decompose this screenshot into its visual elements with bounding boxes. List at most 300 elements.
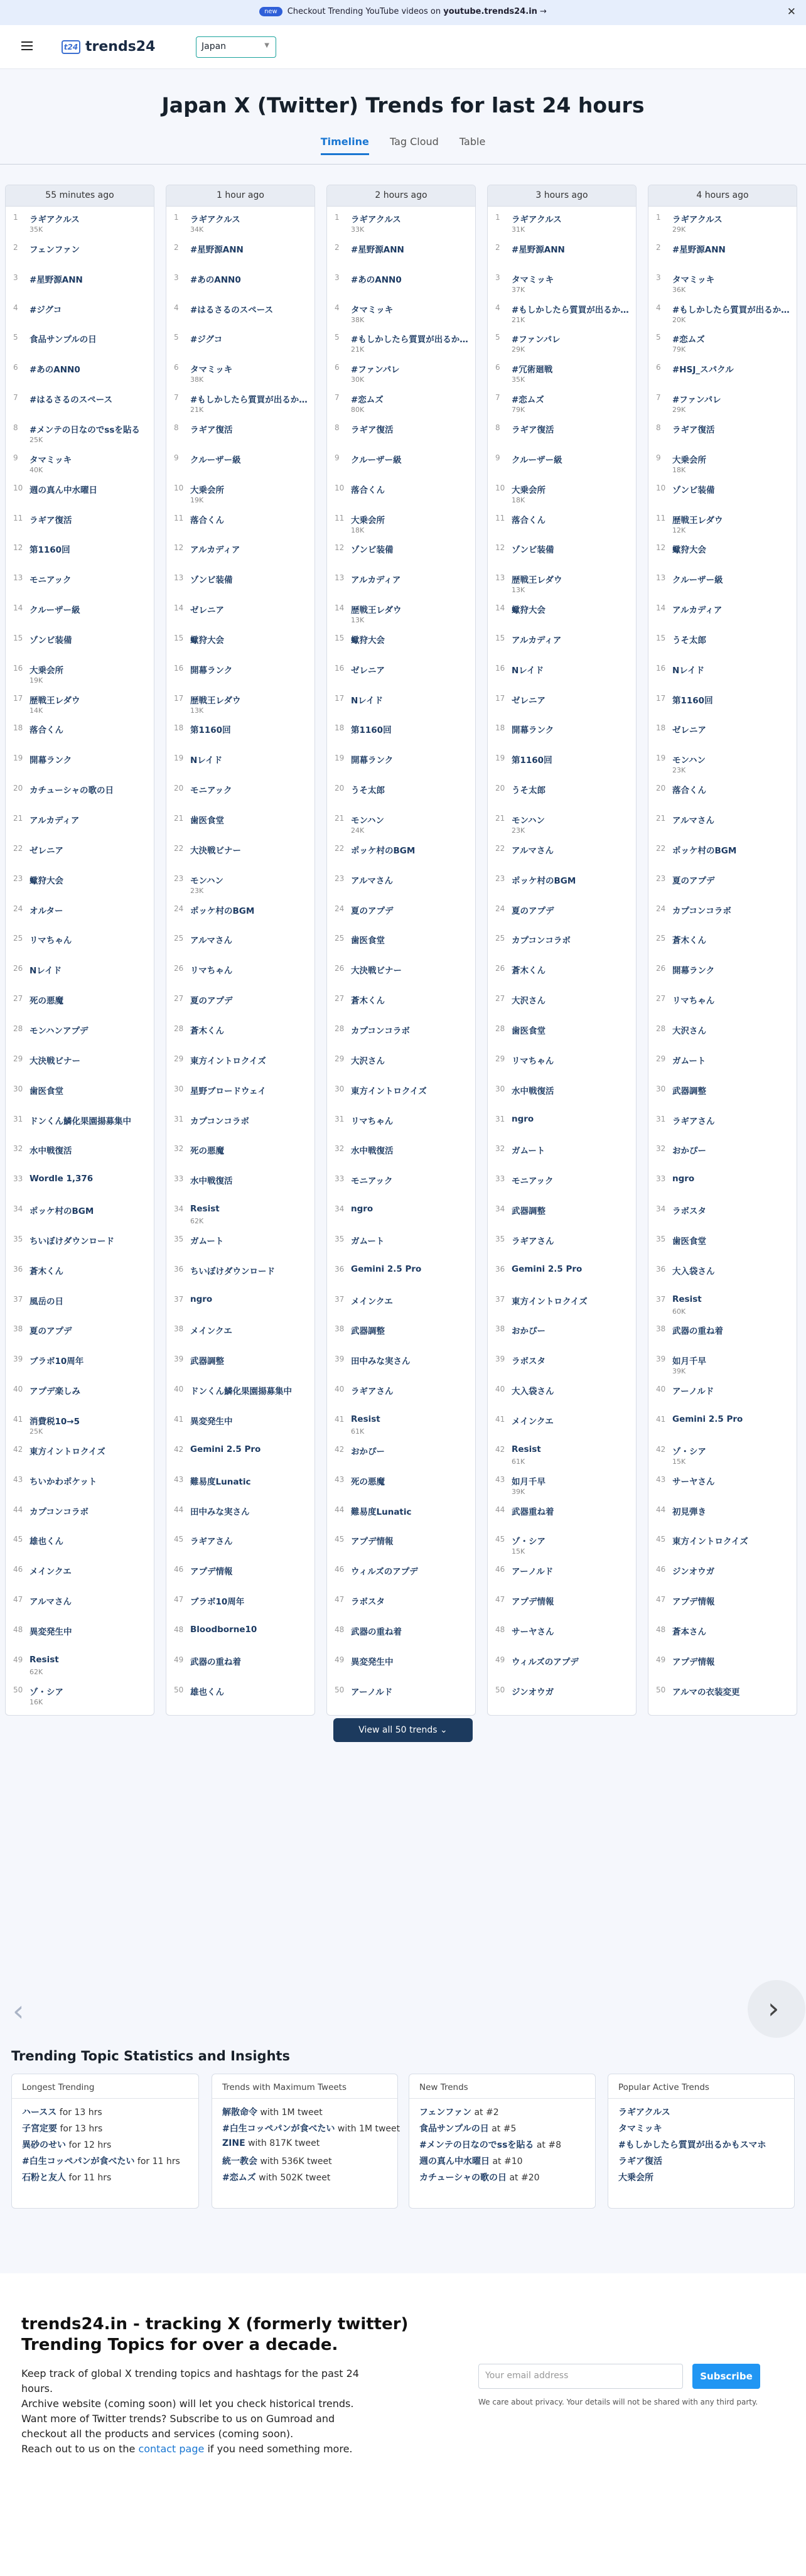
trend-link[interactable]: クルーザー級 (351, 455, 402, 465)
trend-link[interactable]: 歴戦王レダウ (672, 515, 723, 526)
trend-link[interactable]: ラギア復活 (512, 425, 554, 435)
trend-link[interactable]: Bloodborne10 (190, 1624, 257, 1635)
trend-link[interactable]: #はるさるのスペース (30, 395, 113, 406)
trend-link[interactable]: Gemini 2.5 Pro (512, 1264, 583, 1274)
trend-link[interactable]: ゼレニア (30, 845, 63, 856)
trend-link[interactable]: ジンオウガ (672, 1567, 715, 1578)
trend-link[interactable]: 統一教会 (222, 2157, 257, 2167)
trend-link[interactable]: 蒼木くん (512, 966, 545, 977)
trend-link[interactable]: アルマさん (672, 816, 714, 826)
trend-link[interactable]: 第1160回 (672, 695, 713, 706)
trend-link[interactable]: 開幕ランク (190, 665, 233, 676)
trend-link[interactable]: ポッケ村のBGM (512, 875, 576, 886)
trend-link[interactable]: ラギアさん (351, 1387, 394, 1397)
trend-link[interactable]: 大沢さん (512, 996, 545, 1007)
trend-link[interactable]: 第1160回 (190, 725, 231, 736)
trend-link[interactable]: 雄也くん (190, 1687, 224, 1697)
trend-link[interactable]: ポッケ村のBGM (672, 845, 737, 856)
trend-link[interactable]: 水中戦復活 (351, 1146, 394, 1157)
trend-link[interactable]: タマミッキ (190, 365, 233, 376)
trend-link[interactable]: ドンくん鱗化果園揚募集中 (30, 1116, 131, 1127)
trend-link[interactable]: ちいぼけダウンロード (30, 1236, 114, 1247)
trend-link[interactable]: ngro (512, 1113, 534, 1124)
trend-rank: 1 (335, 213, 340, 222)
trend-link[interactable]: タマミッキ (618, 2124, 662, 2134)
trend-link[interactable]: 週の真ん中水曜日 (30, 485, 97, 495)
trend-link[interactable]: 夏のアプデ (672, 875, 715, 886)
trend-link[interactable]: 大決戦ビナー (30, 1056, 80, 1066)
trend-link[interactable]: #恋ムズ (672, 335, 705, 345)
trend-link[interactable]: カチューシャの歌の日 (30, 786, 114, 796)
trend-link[interactable]: メインクエ (30, 1567, 72, 1578)
trend-link[interactable]: カプコンコラボ (512, 936, 571, 946)
trend-link[interactable]: 歴戦王レダウ (190, 695, 241, 706)
trend-link[interactable]: タマミッキ (30, 455, 72, 465)
trend-link[interactable]: 開幕ランク (351, 755, 394, 766)
trend-link[interactable]: 田中みな実さん (190, 1507, 250, 1517)
trend-link[interactable]: 水中戦復活 (30, 1146, 72, 1157)
trend-link[interactable]: #もしかしたら質買が出るかもスマホ (618, 2140, 766, 2150)
trend-link[interactable]: ゾ・シア (512, 1537, 545, 1547)
trend-link[interactable]: 大乗会所 (351, 515, 385, 526)
trend-link[interactable]: #あのANN0 (30, 365, 80, 376)
trend-link[interactable]: リマちゃん (190, 966, 233, 977)
trend-link[interactable]: クルーザー級 (190, 455, 241, 465)
trend-rank: 48 (13, 1625, 23, 1634)
trend-link[interactable]: #もしかしたら質買が出るか… (190, 395, 308, 406)
trend-link[interactable]: Gemini 2.5 Pro (672, 1414, 743, 1424)
trend-link[interactable]: 東方イントロクイズ (512, 1296, 588, 1307)
trend-link[interactable]: ポッケ村のBGM (190, 906, 255, 916)
trend-link[interactable]: #もしかしたら質買が出るか… (351, 335, 468, 345)
trend-link[interactable]: 夏のアプデ (190, 996, 233, 1007)
trend-link[interactable]: 子宮定要 (22, 2124, 57, 2134)
trend-link[interactable]: オルター (30, 906, 63, 916)
trend-link[interactable]: 田中みな実さん (351, 1356, 411, 1367)
trend-link[interactable]: #恋ムズ (351, 395, 384, 406)
trend-link[interactable]: おかぴー (512, 1326, 545, 1337)
trend-link[interactable]: ラボスタ (351, 1597, 385, 1608)
country-select[interactable] (196, 36, 276, 58)
tab-timeline[interactable]: Timeline (321, 136, 369, 155)
trend-link[interactable]: #はるさるのスペース (190, 305, 274, 315)
trend-link[interactable]: モンハンアプデ (30, 1026, 89, 1036)
trend-link[interactable]: #メンテの日なのでssを貼る (30, 425, 140, 435)
trend-link[interactable]: クルーザー級 (512, 455, 562, 465)
trend-link[interactable]: 夏のアプデ (351, 906, 394, 916)
trend-link[interactable]: ラギア復活 (190, 425, 233, 435)
trend-link[interactable]: 死の悪魔 (351, 1476, 385, 1487)
trend-link[interactable]: 夏のアプデ (512, 906, 554, 916)
trend-link[interactable]: Nレイド (30, 966, 62, 977)
trend-rank: 3 (656, 273, 661, 282)
view-all-button[interactable] (333, 1718, 473, 1742)
trend-link[interactable]: アプデ情報 (351, 1537, 394, 1547)
trend-link[interactable]: モンハン (351, 816, 385, 826)
trend-link[interactable]: サーヤさん (512, 1626, 554, 1637)
trend-link[interactable]: サーヤさん (672, 1476, 715, 1487)
trend-link[interactable]: 蠍狩大会 (512, 605, 545, 616)
trend-link[interactable]: ゼレニア (190, 605, 224, 616)
footer-paragraph: Archive website (coming soon) will let you check historical trends. (21, 2398, 354, 2410)
trend-link[interactable]: モニアック (190, 786, 232, 796)
trend-link[interactable]: アプデ情報 (190, 1567, 233, 1578)
trend-link[interactable]: フェンファン (30, 244, 80, 255)
trend-link[interactable]: ガムート (512, 1146, 545, 1157)
trend-link[interactable]: ZINE (222, 2138, 245, 2148)
trend-link[interactable]: ラギアクルス (618, 2108, 670, 2118)
trend-link[interactable]: 歯医食堂 (30, 1086, 63, 1096)
trend-link[interactable]: 蠍狩大会 (672, 545, 706, 556)
trend-link[interactable]: ゼレニア (351, 665, 385, 676)
trend-link[interactable]: ラギア復活 (672, 425, 715, 435)
trend-link[interactable]: #白生コッペパンが食べたい (222, 2124, 335, 2134)
trend-link[interactable]: 大乗会所 (190, 485, 224, 495)
trend-link[interactable]: 消費税10→5 (30, 1417, 80, 1427)
stats-card (608, 2074, 795, 2209)
trend-link[interactable]: 開幕ランク (672, 966, 715, 977)
trend-link[interactable]: Wordle 1,376 (30, 1174, 94, 1184)
trend-link[interactable]: アルカディア (190, 545, 240, 556)
trend-link[interactable]: 武器の重ね着 (672, 1326, 723, 1337)
trend-link[interactable]: 武器調整 (351, 1326, 385, 1337)
close-icon[interactable]: ✕ (787, 6, 796, 18)
trend-link[interactable]: アルカディア (30, 816, 80, 826)
trend-link[interactable]: 大乗会所 (672, 455, 706, 465)
trend-link[interactable]: 水中戦復活 (190, 1176, 233, 1187)
trend-link[interactable]: アルカディア (512, 635, 562, 646)
trend-link[interactable]: 週の真ん中水曜日 (419, 2157, 490, 2167)
trend-link[interactable]: 雄也くん (30, 1537, 63, 1547)
trend-link[interactable]: Gemini 2.5 Pro (351, 1264, 422, 1274)
trend-link[interactable]: カプコンコラボ (190, 1116, 249, 1127)
trend-link[interactable]: ラギアクルス (30, 215, 80, 225)
trend-link[interactable]: Resist (30, 1654, 59, 1665)
trend-link[interactable]: 武器重ね着 (512, 1507, 554, 1517)
trend-link[interactable]: 蒼木くん (30, 1266, 63, 1277)
next-button[interactable] (748, 1980, 805, 2038)
trend-link[interactable]: Gemini 2.5 Pro (190, 1444, 261, 1454)
trend-link[interactable]: メインクエ (512, 1417, 554, 1427)
trend-link[interactable]: ガムート (190, 1236, 224, 1247)
trend-link[interactable]: 蠍狩大会 (351, 635, 385, 646)
trend-link[interactable]: 大決戦ビナー (190, 845, 241, 856)
trend-link[interactable]: 大乗会所 (618, 2173, 653, 2183)
trend-link[interactable]: クルーザー級 (30, 605, 80, 616)
trend-link[interactable]: 第1160回 (512, 755, 552, 766)
trend-link[interactable]: モンハン (190, 875, 224, 886)
trend-link[interactable]: ちいかわポケット (30, 1476, 97, 1487)
trend-link[interactable]: 異変発生中 (30, 1626, 72, 1637)
email-input[interactable]: Your email address (478, 2364, 683, 2389)
trend-link[interactable]: ゾンビ装備 (190, 575, 233, 586)
trend-link[interactable]: ラギア復活 (351, 425, 394, 435)
trend-link[interactable]: Nレイド (512, 665, 544, 676)
trend-link[interactable]: アルカディア (351, 575, 401, 586)
trend-link[interactable]: 武器調整 (512, 1206, 545, 1217)
trend-link[interactable]: 東方イントロクイズ (351, 1086, 427, 1096)
tab-table[interactable]: Table (459, 136, 486, 148)
trend-link[interactable]: カプコンコラボ (672, 906, 731, 916)
trend-link[interactable]: モンハン (672, 755, 706, 766)
trend-link[interactable]: ゼレニア (512, 695, 545, 706)
trend-link[interactable]: #冗術廻戦 (512, 365, 553, 376)
trend-link[interactable]: リマちゃん (672, 996, 715, 1007)
trend-link[interactable]: #星野源ANN (190, 244, 244, 255)
trend-link[interactable]: ラギアさん (672, 1116, 715, 1127)
trend-link[interactable]: ウィルズのアプデ (512, 1657, 579, 1667)
trend-link[interactable]: ゾンビ装備 (672, 485, 715, 495)
trend-link[interactable]: 開幕ランク (30, 755, 72, 766)
announcement[interactable] (0, 7, 806, 16)
trend-link[interactable]: タマミッキ (512, 274, 554, 285)
trend-link[interactable]: アプデ楽しみ (30, 1387, 80, 1397)
trend-link[interactable]: 歯医食堂 (190, 816, 224, 826)
trend-link[interactable]: アーノルド (672, 1387, 714, 1397)
youtube-link[interactable]: youtube.trends24.in (443, 7, 537, 16)
trend-link[interactable]: 歯医食堂 (512, 1026, 545, 1036)
trend-link[interactable]: 武器調整 (672, 1086, 706, 1096)
trend-link[interactable]: ポッケ村のBGM (30, 1206, 94, 1217)
trend-link[interactable]: カプコンコラボ (351, 1026, 410, 1036)
trend-link[interactable]: 蠍狩大会 (190, 635, 224, 646)
trend-link[interactable]: 落合くん (512, 515, 545, 526)
trend-link[interactable]: 異変発生中 (351, 1657, 394, 1667)
trend-link[interactable]: Nレイド (351, 695, 384, 706)
trend-link[interactable]: 落合くん (190, 515, 224, 526)
trend-link[interactable]: ゾンビ装備 (512, 545, 554, 556)
trend-link[interactable]: アーノルド (512, 1567, 554, 1578)
trend-link[interactable]: カチューシャの歌の日 (419, 2173, 507, 2183)
chevron-left-icon[interactable]: ‹ (13, 1994, 24, 2028)
trend-link[interactable]: ゼレニア (672, 725, 706, 736)
trend-link[interactable]: うそ太郎 (672, 635, 706, 646)
trend-link[interactable]: 夏のアプデ (30, 1326, 72, 1337)
trend-link[interactable]: アルマの衣装変更 (672, 1687, 740, 1697)
trend-link[interactable]: #星野源ANN (30, 274, 83, 285)
trend-link[interactable]: ラギアクルス (351, 215, 401, 225)
trend-link[interactable]: ラボスタ (512, 1356, 545, 1367)
trend-link[interactable]: ラギアさん (512, 1236, 554, 1247)
trend-link[interactable]: うそ太郎 (351, 786, 385, 796)
trend-link[interactable]: 東方イントロクイズ (672, 1537, 748, 1547)
trend-link[interactable]: 死の悪魔 (30, 996, 63, 1007)
trend-link[interactable]: ラギアクルス (190, 215, 240, 225)
trend-link[interactable]: ゾンビ装備 (351, 545, 394, 556)
trend-link[interactable]: 大乗会所 (30, 665, 63, 676)
trend-link[interactable]: 蒼木くん (672, 936, 706, 946)
site-logo[interactable] (62, 39, 155, 55)
trend-link[interactable]: Nレイド (190, 755, 223, 766)
trend-link[interactable]: うそ太郎 (512, 786, 545, 796)
trend-link[interactable]: 蒼本さん (672, 1626, 706, 1637)
trend-link[interactable]: 如月千早 (512, 1476, 545, 1487)
trend-link[interactable]: アーノルド (351, 1687, 393, 1697)
trend-link[interactable]: 解散命令 (222, 2108, 257, 2118)
trend-link[interactable]: 落合くん (672, 786, 706, 796)
trend-rank: 5 (174, 333, 179, 342)
trend-link[interactable]: メインクエ (351, 1296, 393, 1307)
trend-link[interactable]: #ファンパレ (351, 365, 400, 376)
trend-link[interactable]: アルマさん (351, 875, 393, 886)
trend-link[interactable]: #ジグコ (190, 335, 223, 345)
trend-link[interactable]: 蒼木くん (351, 996, 385, 1007)
trend-link[interactable]: #もしかしたら質買が出るか… (672, 305, 790, 315)
trend-link[interactable]: 武器の重ね着 (190, 1657, 241, 1667)
trend-link[interactable]: #星野源ANN (512, 244, 565, 255)
trend-link[interactable]: ラギアクルス (672, 215, 723, 225)
subscribe-button[interactable]: Subscribe (692, 2364, 760, 2389)
trend-link[interactable]: #恋ムズ (222, 2173, 256, 2183)
trend-link[interactable]: 蒼木くん (190, 1026, 224, 1036)
trend-link[interactable]: 大入袋さん (672, 1266, 715, 1277)
trend-link[interactable]: ngro (190, 1294, 213, 1304)
contact-link[interactable]: contact page (138, 2443, 205, 2455)
trend-link[interactable]: おかぴー (351, 1446, 385, 1457)
trend-link[interactable]: アルマさん (30, 1597, 72, 1608)
trend-link[interactable]: ジンオウガ (512, 1687, 554, 1697)
trend-link[interactable]: ラギアさん (190, 1537, 233, 1547)
trend-link[interactable]: #メンテの日なのでssを貼る (419, 2140, 534, 2150)
trend-link[interactable]: #恋ムズ (512, 395, 544, 406)
card-item (618, 2155, 662, 2167)
trend-link[interactable]: 武器調整 (190, 1356, 224, 1367)
trend-link[interactable]: アプデ情報 (512, 1597, 554, 1608)
trend-link[interactable]: Resist (512, 1444, 541, 1454)
trend-link[interactable]: ガムート (351, 1236, 385, 1247)
trend-link[interactable]: 異変発生中 (190, 1417, 233, 1427)
trend-link[interactable]: ブラボ10周年 (30, 1356, 84, 1367)
footer-text: Reach out to us on the (21, 2443, 139, 2455)
trend-link[interactable]: アルカディア (672, 605, 723, 616)
trend-link[interactable]: #あのANN0 (351, 274, 402, 285)
trend-link[interactable]: 歯医食堂 (672, 1236, 706, 1247)
trend-link[interactable]: メインクエ (190, 1326, 232, 1337)
trend-link[interactable]: ウィルズのアプデ (351, 1567, 418, 1578)
trend-link[interactable]: モニアック (30, 575, 72, 586)
trend-link[interactable]: 如月千早 (672, 1356, 706, 1367)
trend-link[interactable]: #白生コッペパンが食べたい (22, 2157, 135, 2167)
trend-link[interactable]: ガムート (672, 1056, 706, 1066)
trend-link[interactable]: リマちゃん (351, 1116, 394, 1127)
hamburger-menu-icon[interactable] (21, 41, 33, 50)
card-divider (608, 2098, 794, 2099)
trend-link[interactable]: 風岳の日 (30, 1296, 63, 1307)
trend-link[interactable]: 石粉と友人 (22, 2173, 66, 2183)
trend-link[interactable]: モニアック (512, 1176, 554, 1187)
trend-link[interactable]: 歯医食堂 (351, 936, 385, 946)
trend-link[interactable]: #HSJ_スパクル (672, 365, 734, 376)
trend-link[interactable]: ゾンビ装備 (30, 635, 72, 646)
trend-link[interactable]: 武器の重ね着 (351, 1626, 402, 1637)
trend-link[interactable]: 開幕ランク (512, 725, 554, 736)
trend-link[interactable]: 歴戦王レダウ (351, 605, 402, 616)
trend-link[interactable]: #あのANN0 (190, 274, 241, 285)
trend-link[interactable]: 死の悪魔 (190, 1146, 224, 1157)
trend-link[interactable]: タマミッキ (351, 305, 394, 315)
trend-link[interactable]: 大入袋さん (512, 1387, 554, 1397)
trend-link[interactable]: ブラボ10周年 (190, 1597, 245, 1608)
trend-link[interactable]: 異砂のせい (22, 2140, 66, 2150)
trend-link[interactable]: ラギア復活 (618, 2157, 662, 2167)
trend-link[interactable]: ドンくん鱗化果園揚募集中 (190, 1387, 292, 1397)
trend-link[interactable]: ちいぼけダウンロード (190, 1266, 275, 1277)
trend-link[interactable]: 第1160回 (30, 545, 70, 556)
trend-link[interactable]: 食品サンプルの日 (30, 335, 97, 345)
trend-link[interactable]: 歴戦王レダウ (30, 695, 80, 706)
trend-rank: 34 (656, 1204, 666, 1214)
trend-rank: 41 (495, 1415, 505, 1424)
trend-link[interactable]: ハースス (22, 2108, 57, 2118)
trend-link[interactable]: モンハン (512, 816, 545, 826)
trend-link[interactable]: フェンファン (419, 2108, 472, 2118)
trend-link[interactable]: 蠍狩大会 (30, 875, 63, 886)
trend-link[interactable]: #ファンパレ (512, 335, 561, 345)
trend-rank: 24 (656, 904, 666, 913)
trend-rank: 44 (335, 1505, 345, 1514)
trend-link[interactable]: #星野源ANN (672, 244, 726, 255)
trend-link[interactable]: Resist (672, 1294, 702, 1304)
trend-link[interactable]: Nレイド (672, 665, 705, 676)
tab-tag-cloud[interactable]: Tag Cloud (389, 136, 439, 148)
trend-link[interactable]: 難易度Lunatic (190, 1476, 251, 1487)
trend-link[interactable]: 大乗会所 (512, 485, 545, 495)
trend-link[interactable]: クルーザー級 (672, 575, 723, 586)
trend-link[interactable]: 初見弾き (672, 1507, 706, 1517)
trend-link[interactable]: 難易度Lunatic (351, 1507, 412, 1517)
trend-link[interactable]: ラボスタ (672, 1206, 706, 1217)
trend-link[interactable]: #星野源ANN (351, 244, 404, 255)
trend-link[interactable]: 食品サンプルの日 (419, 2124, 489, 2134)
trend-link[interactable]: ポッケ村のBGM (351, 845, 416, 856)
trend-link[interactable]: アルマさん (512, 845, 554, 856)
trend-link[interactable]: Resist (351, 1414, 380, 1424)
trend-link[interactable]: 落合くん (351, 485, 385, 495)
trend-link[interactable]: ラギア復活 (30, 515, 72, 526)
trend-link[interactable]: #もしかしたら質買が出るか… (512, 305, 629, 315)
trend-link[interactable]: ngro (672, 1174, 695, 1184)
trend-link[interactable]: 星野ブロードウェイ (190, 1086, 266, 1096)
trend-link[interactable]: ngro (351, 1204, 373, 1215)
trend-link[interactable]: モニアック (351, 1176, 393, 1187)
trend-link[interactable]: #ファンパレ (672, 395, 721, 406)
trend-link[interactable]: ゾ・シア (30, 1687, 63, 1697)
trend-link[interactable]: リマちゃん (30, 936, 72, 946)
tweet-count: 13K (190, 706, 204, 715)
trend-link[interactable]: 大決戦ビナー (351, 966, 402, 977)
tweet-count: 62K (190, 1217, 204, 1226)
trend-link[interactable]: アプデ情報 (672, 1597, 715, 1608)
trend-link[interactable]: 落合くん (30, 725, 63, 736)
trend-link[interactable]: 東方イントロクイズ (30, 1446, 105, 1457)
trend-link[interactable]: 歴戦王レダウ (512, 575, 562, 586)
trend-link[interactable]: タマミッキ (672, 274, 715, 285)
trend-link[interactable]: リマちゃん (512, 1056, 554, 1066)
trend-link[interactable]: Resist (190, 1204, 220, 1215)
trend-link[interactable]: 大沢さん (351, 1056, 385, 1066)
trend-link[interactable]: 第1160回 (351, 725, 392, 736)
trend-link[interactable]: カプコンコラボ (30, 1507, 89, 1517)
trend-link[interactable]: ラギアクルス (512, 215, 562, 225)
trend-link[interactable]: #ジグコ (30, 305, 62, 315)
trend-link[interactable]: 水中戦復活 (512, 1086, 554, 1096)
trend-link[interactable]: 大沢さん (672, 1026, 706, 1036)
trend-link[interactable]: ゾ・シア (672, 1446, 706, 1457)
trend-link[interactable]: アルマさん (190, 936, 232, 946)
trend-link[interactable]: おかぴー (672, 1146, 706, 1157)
trend-link[interactable]: 東方イントロクイズ (190, 1056, 266, 1066)
trend-link[interactable]: アプデ情報 (672, 1657, 715, 1667)
